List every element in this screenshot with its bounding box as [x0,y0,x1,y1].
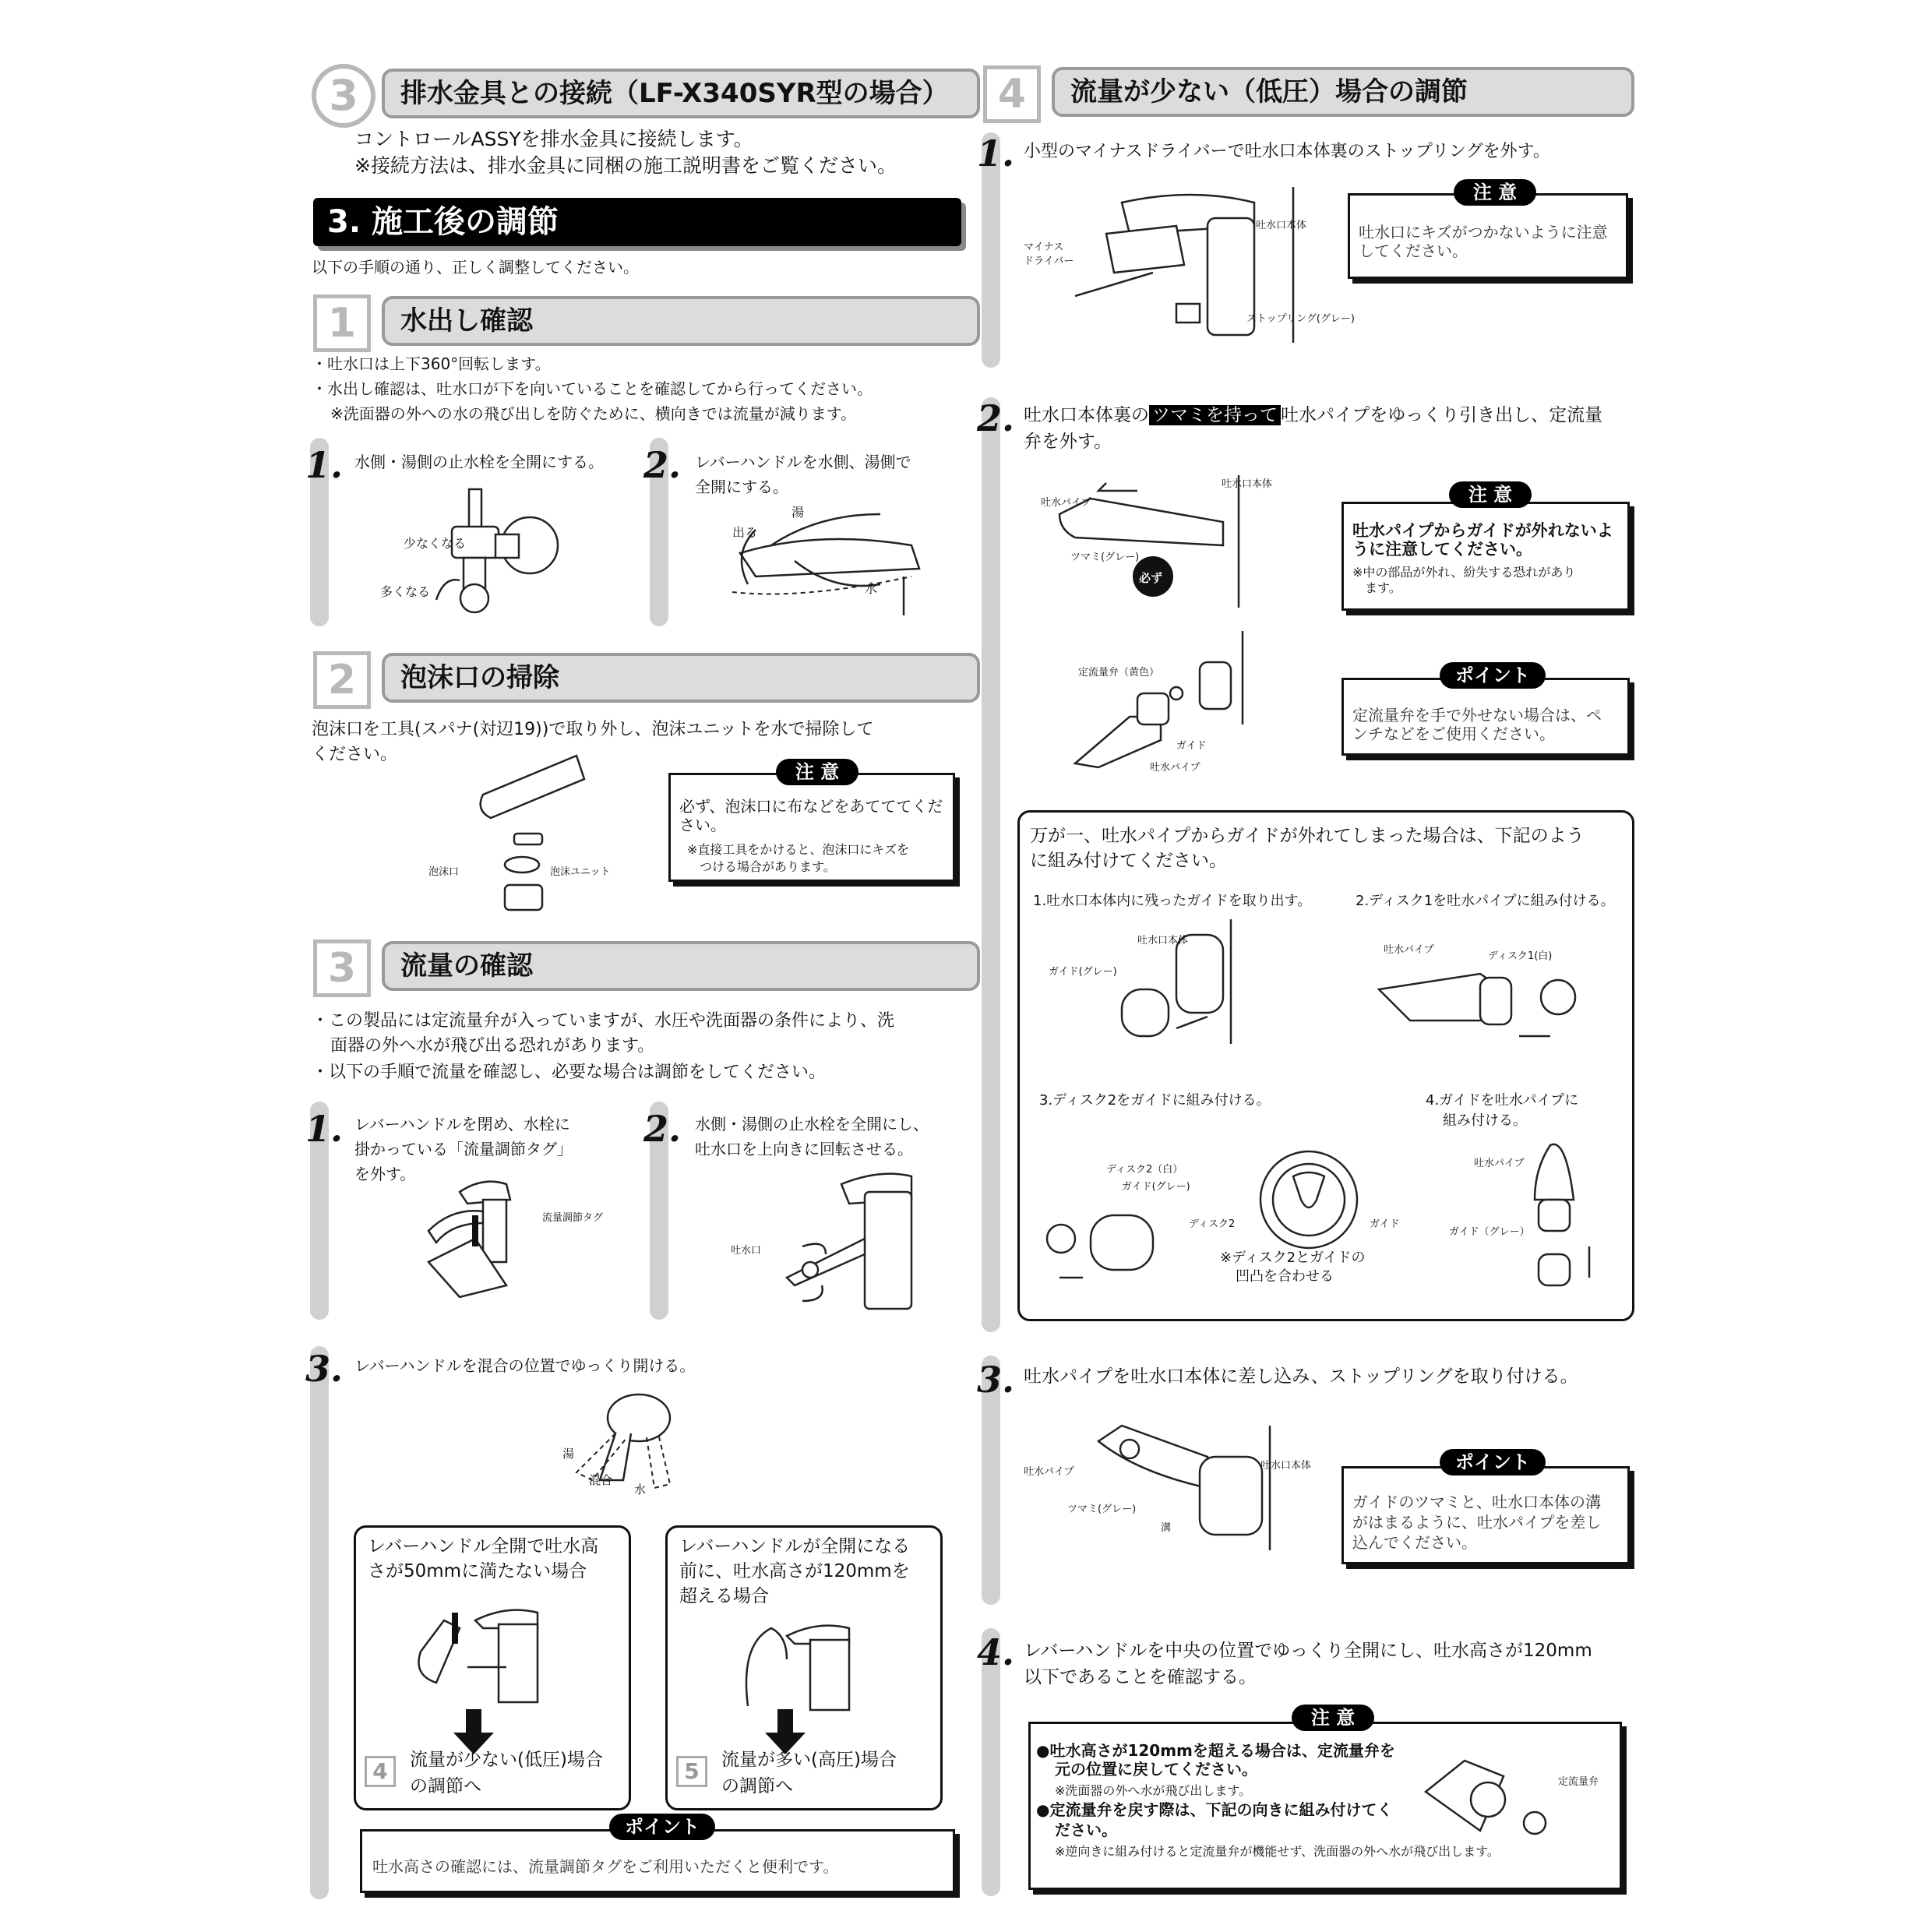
lever-mix-illustration [569,1387,693,1496]
label-spout-body: 吐水口本体 [1256,220,1307,231]
label-valve: 定流量弁 [1558,1776,1599,1788]
s4-step1-text: 小型のマイナスドライバーで吐水口本体裏のストップリングを外す。 [1024,142,1550,161]
s3-step1-1: レバーハンドルを閉め、水栓に [354,1115,570,1133]
chapter-title: 3. 施工後の調節 [313,198,961,246]
s3-step3-text: レバーハンドルを混合の位置でゆっくり開ける。 [354,1356,696,1375]
s4-step3-text: 吐水パイプを吐水口本体に差し込み、ストップリングを取り付ける。 [1024,1366,1578,1387]
step-number: 3. [977,1359,1015,1401]
s4-step2-line-2: 弁を外す。 [1024,432,1112,452]
step-number: 1. [305,1108,344,1150]
s3-bullet-1b: 面器の外へ水が飛び出る恐れがあります。 [330,1036,655,1056]
section-header-drain: 排水金具との接続（LF-X340SYR型の場合） [382,69,980,118]
down-arrow-icon [762,1709,809,1756]
panel-intro-1: 万が一、吐水パイプからガイドが外れてしまった場合は、下記のよう [1030,826,1585,846]
down-arrow-icon [450,1709,497,1756]
s1-step2-text-2: 全開にする。 [695,478,788,496]
s1-bullet-2: ・水出し確認は、吐水口が下を向いていることを確認してから行ってください。 [312,379,873,398]
caseA-go-2: の調節へ [410,1776,481,1796]
caution-aerator-note-1: ※直接工具をかけると、泡沫口にキズを [687,842,910,857]
s1-step2-text-1: レバーハンドルを水側、湯側で [695,453,911,471]
step-rail [982,397,1000,1332]
section-number-2: 2 [313,651,371,709]
label3-body: 吐水口本体 [1260,1460,1312,1472]
panel-intro-2: に組み付けてください。 [1030,851,1227,871]
spout-rotate-illustration [779,1169,935,1309]
caseB-line-3: 超える場合 [679,1586,769,1606]
drain-text-2: ※接続方法は、排水金具に同梱の施工説明書をご覧ください。 [354,154,897,177]
s4-step2-highlight: ツマミを持って [1149,405,1281,425]
pipe-insert-illustration [1091,1426,1312,1550]
step-number: 4. [977,1631,1015,1673]
point-pliers-1: 定流量弁を手で外せない場合は、ペ [1352,706,1602,724]
label-aerator-outlet: 泡沫口 [428,866,460,878]
section-header-aerator: 泡沫口の掃除 [382,653,980,703]
s3-step1-2: 掛かっている「流量調節タグ」 [354,1140,573,1158]
guide-to-pipe-illustration [1527,1137,1620,1293]
caution-pill: 注 意 [776,759,858,785]
valve-removed-illustration [1067,631,1270,771]
caution-scratch-2: してください。 [1359,242,1468,260]
label-guide-only: ガイド [1370,1218,1400,1230]
caseA-go-1: 流量が少ない(低圧)場合 [410,1750,603,1770]
label-must: 必ず [1139,571,1163,585]
label3-pipe: 吐水パイプ [1024,1466,1074,1478]
label-more: 多くなる [380,584,431,599]
label-lever-water: 水 [634,1482,647,1497]
goto-section-5-badge: 5 [676,1756,707,1787]
label-knob: ツマミ(グレー) [1070,552,1140,563]
s4-step2-pre: 吐水口本体裏の [1024,405,1149,425]
s1-bullet-1: ・吐水口は上下360°回転します。 [312,354,551,373]
caseB-line-1: レバーハンドルが全開になる [679,1536,911,1557]
label-driver-2: ドライバー [1024,256,1074,267]
point-insert-1: ガイドのツマミと、吐水口本体の溝 [1352,1493,1601,1511]
section-number-1: 1 [313,294,371,352]
caution-aerator-1: 必ず、泡沫口に布などをあてててくだ [679,797,943,816]
caseA-line-1: レバーハンドル全開で吐水高 [368,1536,599,1557]
valve-orientation-illustration [1418,1745,1574,1846]
aerator-illustration [467,748,623,919]
s3-bullet-1: ・この製品には定流量弁が入っていますが、水圧や洗面器の条件により、洗 [312,1011,895,1031]
caution-pill: 注 意 [1292,1705,1374,1731]
s2-text-1: 泡沫口を工具(スパナ(対辺19))で取り外し、泡沫ユニットを水で掃除して [312,720,874,739]
panel-step-4a: 4.ガイドを吐水パイプに [1426,1092,1579,1109]
step-number: 2. [643,1108,682,1150]
step-number: 2. [977,397,1015,439]
disk1-assembly-illustration [1379,958,1613,1052]
label-p-body: 吐水口本体 [1137,935,1189,947]
s4-step4-line-1: レバーハンドルを中央の位置でゆっくり全開にし、吐水高さが120mm [1024,1641,1592,1661]
label-disk2-white: ディスク2（白） [1106,1164,1183,1176]
label-p-guide: ガイド(グレー) [1049,966,1117,978]
step-rail [310,1346,329,1899]
label-guide-gray: ガイド [1176,740,1207,752]
label-flow-tag: 流量調節タグ [542,1212,604,1224]
label-stop-ring: ストップリング(グレー) [1246,313,1355,325]
step-number: 3. [305,1348,344,1390]
label3-groove: 溝 [1161,1522,1172,1534]
c3-line-1: ●吐水高さが120mmを超える場合は、定流量弁を [1036,1741,1395,1760]
s4-step4-line-2: 以下であることを確認する。 [1024,1667,1257,1687]
step-number: 2. [643,444,682,486]
panel-step-3: 3.ディスク2をガイドに組み付ける。 [1039,1092,1271,1109]
step-number: 1. [305,444,344,486]
c3-line-4: ださい。 [1055,1821,1117,1839]
caution-guide-note-1: ※中の部品が外れ、紛失する恐れがあり [1352,565,1576,580]
s3-step2-2: 吐水口を上向きに回転させる。 [695,1140,913,1158]
disk2-assembly-illustration [1044,1192,1169,1285]
label-lever-mix: 混合 [589,1473,613,1487]
caution-guide-1: 吐水パイプからガイドが外れないよ [1352,521,1613,540]
guide-removal-illustration [1106,919,1285,1044]
high-pressure-faucet-illustration [701,1613,888,1714]
point-tag-text: 吐水高さの確認には、流量調節タグをご利用いただくと便利です。 [372,1857,839,1876]
section-number-3: 3 [313,940,371,997]
pull-pipe-illustration [1044,475,1246,608]
step-number: 1. [977,132,1015,175]
label-pipe-4: 吐水パイプ [1474,1158,1525,1169]
point-pliers-2: ンチなどをご使用ください。 [1352,724,1555,743]
section-number-4: 4 [983,65,1041,123]
point-insert-2: がはまるように、吐水パイプを差し [1352,1513,1602,1532]
label-less: 少なくなる [404,536,467,551]
label-disk2: ディスク2 [1189,1218,1236,1230]
label-p-pipe: 吐水パイプ [1384,944,1434,956]
lever-illustration [724,499,927,615]
chapter-intro: 以下の手順の通り、正しく調整してください。 [312,258,639,277]
label-aerator-unit: 泡沫ユニット [550,866,611,878]
label-pipe-2: 吐水パイプ [1150,762,1200,774]
s3-step1-3: を外す。 [354,1165,416,1183]
c3-note-2: ※逆向きに組み付けると定流量弁が機能せず、洗面器の外へ水が飛び出します。 [1055,1844,1500,1859]
panel-step-2: 2.ディスク1を吐水パイプに組み付ける。 [1356,893,1615,909]
section-header-water-check: 水出し確認 [382,296,980,346]
caution-guide-2: うに注意してください。 [1352,540,1532,559]
label-valve-yellow: 定流量弁（黄色） [1078,667,1160,679]
label-guide-4: ガイド（グレー） [1449,1226,1530,1238]
s2-text-2: ください。 [312,745,398,764]
align-note-1: ※ディスク2とガイドの [1220,1250,1366,1266]
label-driver-1: マイナス [1024,242,1064,253]
section-number-badge: 3 [312,64,375,128]
point-pill: ポイント [609,1814,715,1840]
label-body: 吐水口本体 [1222,478,1273,490]
panel-step-1: 1.吐水口本体内に残ったガイドを取り出す。 [1033,893,1312,909]
label-disk1: ディスク1(白) [1488,950,1553,962]
caution-aerator-2: さい。 [679,816,726,834]
section-header-flow-check: 流量の確認 [382,941,980,991]
label-spout: 吐水口 [731,1245,762,1257]
s1-note: ※洗面器の外への水の飛び出しを防ぐために、横向きでは流量が減ります。 [330,404,857,423]
goto-section-4-badge: 4 [365,1756,396,1787]
caution-scratch-1: 吐水口にキズがつかないように注意 [1359,223,1608,242]
label3-knob: ツマミ(グレー) [1067,1504,1137,1515]
s1-step1-text: 水側・湯側の止水栓を全開にする。 [354,453,604,471]
tag-illustration [421,1169,545,1301]
s4-step2-post: 吐水パイプをゆっくり引き出し、定流量 [1281,405,1603,425]
disk-guide-alignment-illustration [1254,1145,1363,1254]
s4-step2-line-1 [1024,405,1602,425]
caution-guide-note-2: ます。 [1365,580,1401,595]
s3-step2-1: 水側・湯側の止水栓を全開にし、 [695,1115,929,1133]
caseB-go-2: の調節へ [721,1776,793,1796]
s3-bullet-2: ・以下の手順で流量を確認し、必要な場合は調節をしてください。 [312,1063,827,1082]
label-guide-g: ガイド(グレー) [1122,1181,1190,1193]
drain-text-1: コントロールASSYを排水金具に接続します。 [354,128,753,150]
panel-step-4b: 組み付ける。 [1443,1112,1527,1129]
label-water: 水 [865,581,878,596]
caseB-line-2: 前に、吐水高さが120mmを [679,1561,910,1581]
caseA-line-2: さが50mmに満たない場合 [368,1561,587,1581]
caution-aerator-note-2: つける場合があります。 [700,859,836,874]
label-lever-hot: 湯 [562,1447,575,1461]
c3-line-2: 元の位置に戻してください。 [1055,1760,1257,1779]
label-out: 出る [732,525,758,540]
point-insert-3: 込んでください。 [1352,1533,1477,1552]
section-header-low-pressure: 流量が少ない（低圧）場合の調節 [1052,67,1634,117]
c3-line-3: ●定流量弁を戻す際は、下記の向きに組み付けてく [1036,1800,1393,1819]
caution-pill: 注 意 [1449,481,1532,508]
point-pill: ポイント [1440,662,1546,689]
label-hot: 湯 [791,505,805,520]
point-pill: ポイント [1440,1449,1546,1475]
low-pressure-faucet-illustration [390,1597,576,1706]
c3-note-1: ※洗面器の外へ水が飛び出します。 [1055,1783,1252,1798]
caution-pill: 注 意 [1454,179,1536,206]
align-note-2: 凹凸を合わせる [1236,1268,1334,1285]
caseB-go-1: 流量が多い(高圧)場合 [721,1750,897,1770]
label-pipe: 吐水パイプ [1041,497,1091,509]
